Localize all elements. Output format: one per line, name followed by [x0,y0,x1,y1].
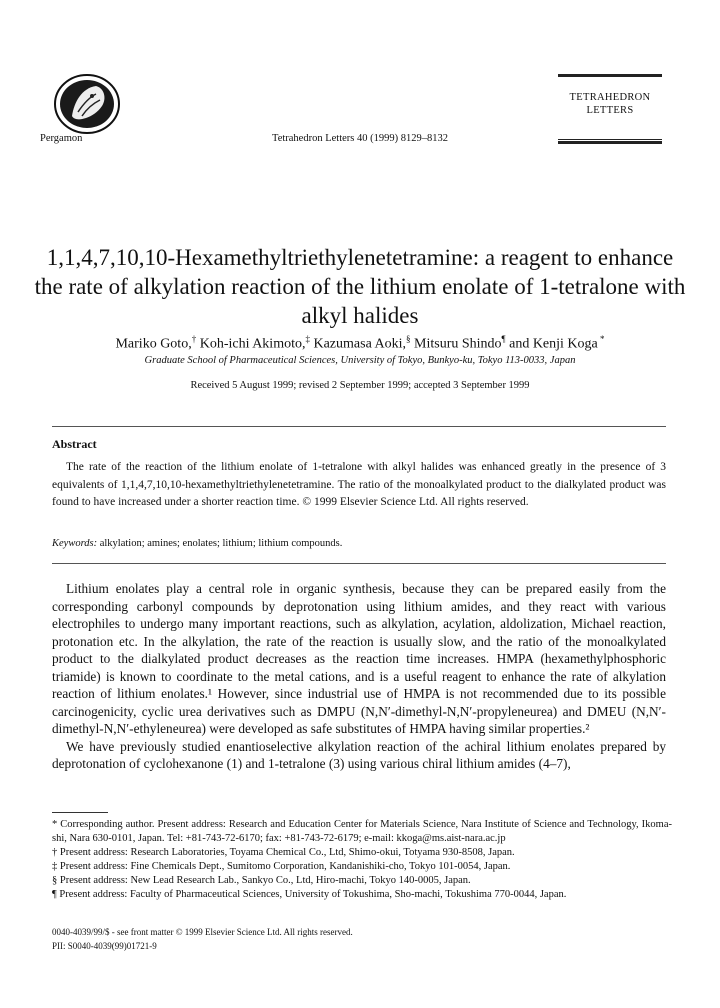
journal-name-line1: TETRAHEDRON [569,92,651,103]
author-list [0,334,720,353]
affiliation: Graduate School of Pharmaceutical Sciences, University of Tokyo, Bunkyo-ku, Tokyo 113-0033, Japan [144,355,576,366]
author-mark: * [597,334,605,344]
footnote: ‡ Present address: Fine Chemicals Dept., Sumitomo Corporation, Kandanishiki-cho, Tokyo 101-0054, Japan. [52,861,511,872]
keywords-text: alkylation; amines; enolates; lithium; lithium compounds. [97,538,343,549]
footnote-rule [52,812,108,813]
author-name: and Kenji Koga [509,336,598,352]
footnotes [52,818,672,902]
author-mark: § [406,334,411,344]
front-matter [52,925,353,953]
keywords-label: Keywords: [52,538,98,549]
body-paragraph: We have previously studied enantioselective alkylation reaction of the achiral lithium enolates prepared by deprotonation of cyclohexanone (1) and 1-tetralone (3) using various chiral lithium amides (4–7), [52,738,666,771]
issn-line: 0040-4039/99/$ - see front matter © 1999 Elsevier Science Ltd. All rights reserved. [52,927,353,937]
author-name: Kazumasa Aoki, [313,336,407,352]
journal-name [558,91,662,117]
divider [52,426,666,427]
publisher-logo [52,72,122,136]
author-name: Mitsuru Shindo [414,336,502,352]
author-mark: ¶ [501,334,506,344]
journal-citation: Tetrahedron Letters 40 (1999) 8129–8132 [272,133,448,144]
keywords [52,538,342,549]
article-title: 1,1,4,7,10,10-Hexamethyltriethylenetetramine: a reagent to enhance the rate of alkylation reaction of the lithium enolate of 1-tetralone with alkyl halides [34,245,686,328]
journal-masthead [558,74,662,144]
author-name: Mariko Goto, [115,336,192,352]
body-paragraph: Lithium enolates play a central role in organic synthesis, because they can be prepared easily from the corresponding carbonyl compounds by deprotonation using lithium amides, and they react with various electrophiles to undergo many important reactions, such as alkylation, acylation, aldolization, Michael reaction, protonation etc. In the alkylation, the rate of the reaction is usually slow, and the ratio of the monoalkylated product to the dialkylated product decreases as the reaction time increases. HMPA (hexamethylphosphoric triamide) is known to coordinate to the metal cations, and is a useful reagent to enhance the rate of alkylation reaction of lithium enolates.¹ However, since industrial use of HMPA is not recommended due to its possible carcinogenicity, cyclic urea derivatives such as DMPU (N,N′-dimethyl-N,N′-propyleneurea) and DMEU (N,N′-dimethyl-N,N′-ethyleneurea) were developed as safe substitutes of HMPA having similar properties.² [52,581,666,736]
abstract-heading: Abstract [52,437,97,451]
masthead-rule [558,74,662,77]
author-name: Koh-ichi Akimoto, [199,336,306,352]
body-text [52,580,666,773]
footnote: * Corresponding author. Present address: Research and Education Center for Materials Science, Nara Institute of Science and Technology, Ikoma-shi, Nara 630-0101, Japan. Tel: +81-743-72-6170; fax: +81-743-72-6179; e-mail: kkoga@ms.aist-nara.ac.jp [52,819,672,844]
received-dates: Received 5 August 1999; revised 2 September 1999; accepted 3 September 1999 [190,380,530,391]
footnote: † Present address: Research Laboratories, Toyama Chemical Co., Ltd, Shimo-okui, Totyama 930-8508, Japan. [52,847,515,858]
publisher-name: Pergamon [40,133,83,144]
footnote: § Present address: New Lead Research Lab., Sankyo Co., Ltd, Hiro-machi, Tokyo 140-0005, Japan. [52,875,471,886]
author-mark: ‡ [305,334,310,344]
author-mark: † [191,334,197,344]
journal-name-line2: LETTERS [586,105,634,116]
masthead-rule [558,141,662,144]
pii-line: PII: S0040-4039(99)01721-9 [52,941,157,951]
abstract-text: The rate of the reaction of the lithium enolate of 1-tetralone with alkyl halides was enhanced greatly in the presence of 3 equivalents of 1,1,4,7,10,10-hexamethyltriethylenetetramine. The ratio of the monoalkylated product to the dialkylated product was found to have increased under a shorter reaction time. © 1999 Elsevier Science Ltd. All rights reserved. [52,461,666,508]
footnote: ¶ Present address: Faculty of Pharmaceutical Sciences, University of Tokushima, Sho-machi, Tokushima 770-0044, Japan. [52,889,567,900]
divider [52,563,666,564]
